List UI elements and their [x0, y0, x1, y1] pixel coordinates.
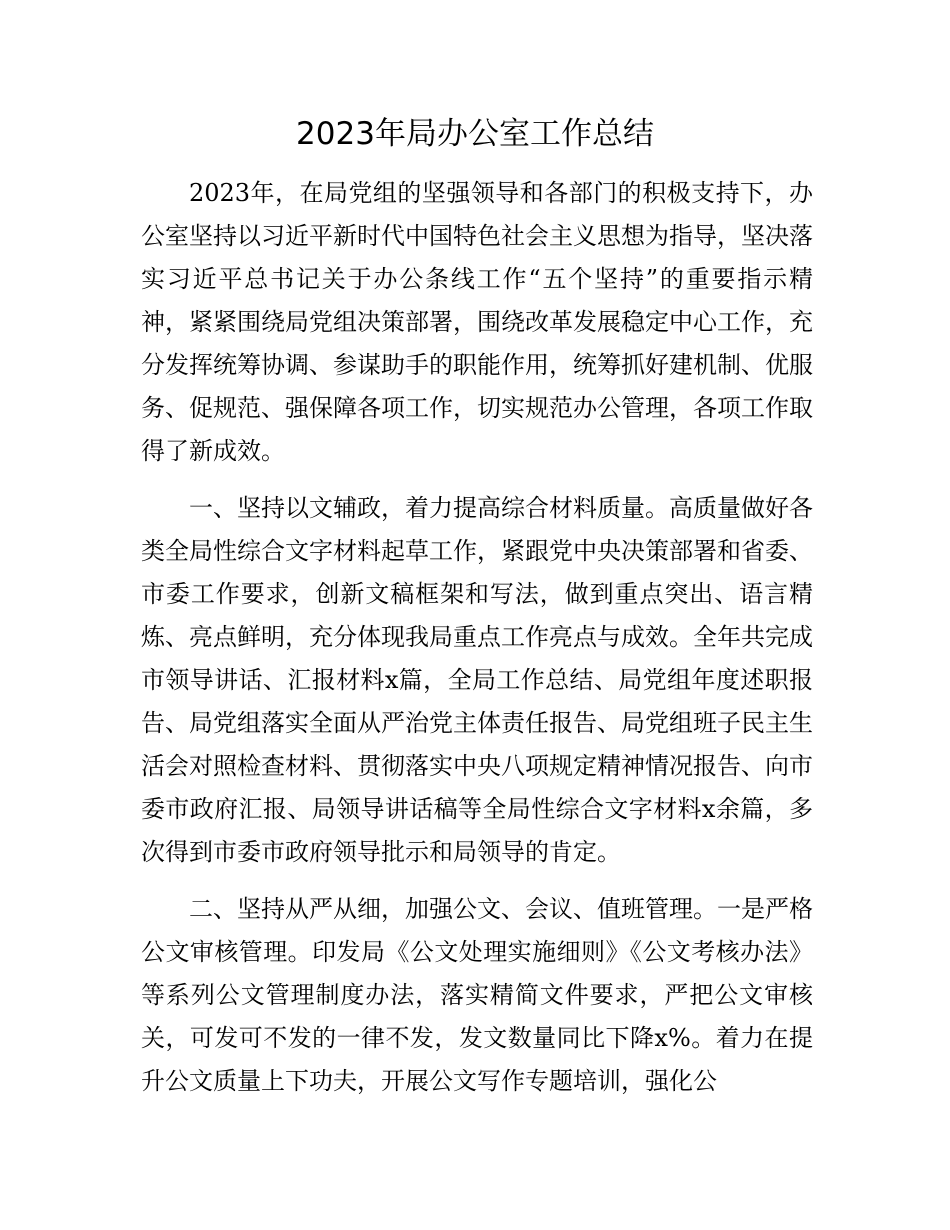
paragraph-section-1: 一、坚持以文辅政，着力提高综合材料质量。高质量做好各类全局性综合文字材料起草工作，紧跟党中央决策部署和省委、市委工作要求，创新文稿框架和写法，做到重点突出、语言精炼、亮点鲜明，充分体现我局重点工作亮点与成效。全年共完成市领导讲话、汇报材料x篇，全局工作总结、局党组年度述职报告、局党组落实全面从严治党主体责任报告、局党组班子民主生活会对照检查材料、贯彻落实中央八项规定精神情况报告、向市委市政府汇报、局领导讲话稿等全局性综合文字材料x余篇，多次得到市委市政府领导批示和局领导的肯定。	[141, 494, 813, 866]
paragraph-intro: 2023年，在局党组的坚强领导和各部门的积极支持下，办公室坚持以习近平新时代中国特色社会主义思想为指导，坚决落实习近平总书记关于办公条线工作“五个坚持”的重要指示精神，紧紧围绕局党组决策部署，围绕改革发展稳定中心工作，充分发挥统筹协调、参谋助手的职能作用，统筹抓好建机制、优服务、促规范、强保障各项工作，切实规范办公管理，各项工作取得了新成效。	[141, 179, 813, 465]
document-title: 2023年局办公室工作总结	[296, 116, 654, 152]
paragraph-section-2: 二、坚持从严从细，加强公文、会议、值班管理。一是严格公文审核管理。印发局《公文处理实施细则》《公文考核办法》等系列公文管理制度办法，落实精简文件要求，严把公文审核关，可发可不发的一律不发，发文数量同比下降x%。着力在提升公文质量上下功夫，开展公文写作专题培训，强化公	[141, 895, 813, 1095]
document-body	[141, 172, 813, 1103]
